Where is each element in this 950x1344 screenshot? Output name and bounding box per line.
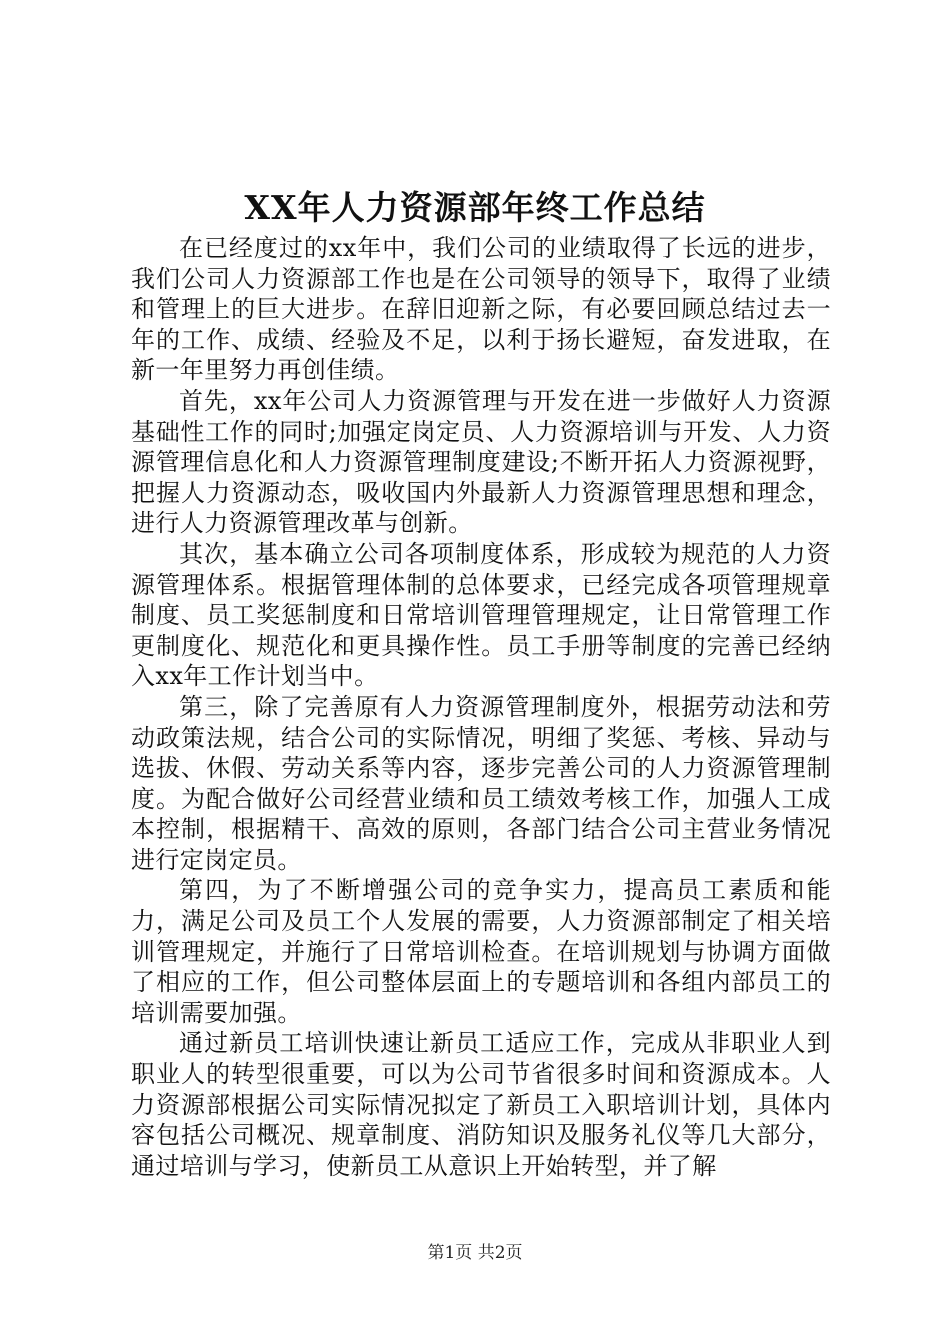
- paragraph-fourth: 第四，为了不断增强公司的竞争实力，提高员工素质和能力，满足公司及员工个人发展的需要，人力资源部制定了相关培训管理规定，并施行了日常培训检查。在培训规划与协调方面做了相应的工作，但公司整体层面上的专题培训和各组内部员工的培训需要加强。: [131, 876, 831, 1027]
- document-title: XX年人力资源部年终工作总结: [244, 188, 706, 227]
- page-number-footer: 第1页 共2页: [427, 1243, 523, 1263]
- paragraph-second: 其次，基本确立公司各项制度体系，形成较为规范的人力资源管理体系。根据管理体制的总体要求，已经完成各项管理规章制度、员工奖惩制度和日常培训管理管理规定，让日常管理工作更制度化、规范化和更具操作性。员工手册等制度的完善已经纳入xx年工作计划当中。: [131, 539, 831, 691]
- paragraph-intro: 在已经度过的xx年中，我们公司的业绩取得了长远的进步，我们公司人力资源部工作也是在公司领导的领导下，取得了业绩和管理上的巨大进步。在辞旧迎新之际，有必要回顾总结过去一年的工作、成绩、经验及不足，以利于扬长避短，奋发进取，在新一年里努力再创佳绩。: [131, 234, 831, 385]
- paragraph-third: 第三，除了完善原有人力资源管理制度外，根据劳动法和劳动政策法规，结合公司的实际情况，明细了奖惩、考核、异动与选拔、休假、劳动关系等内容，逐步完善公司的人力资源管理制度。为配合做好公司经营业绩和员工绩效考核工作，加强人工成本控制，根据精干、高效的原则，各部门结合公司主营业务情况进行定岗定员。: [131, 692, 831, 874]
- paragraph-new-staff-training: 通过新员工培训快速让新员工适应工作，完成从非职业人到职业人的转型很重要，可以为公司节省很多时间和资源成本。人力资源部根据公司实际情况拟定了新员工入职培训计划，具体内容包括公司概况、规章制度、消防知识及服务礼仪等几大部分，通过培训与学习，使新员工从意识上开始转型，并了解: [131, 1029, 831, 1180]
- paragraph-first: 首先，xx年公司人力资源管理与开发在进一步做好人力资源基础性工作的同时;加强定岗定员、人力资源培训与开发、人力资源管理信息化和人力资源管理制度建设;不断开拓人力资源视野，把握人力资源动态，吸收国内外最新人力资源管理思想和理念，进行人力资源管理改革与创新。: [131, 386, 831, 538]
- document-body: [131, 233, 831, 1181]
